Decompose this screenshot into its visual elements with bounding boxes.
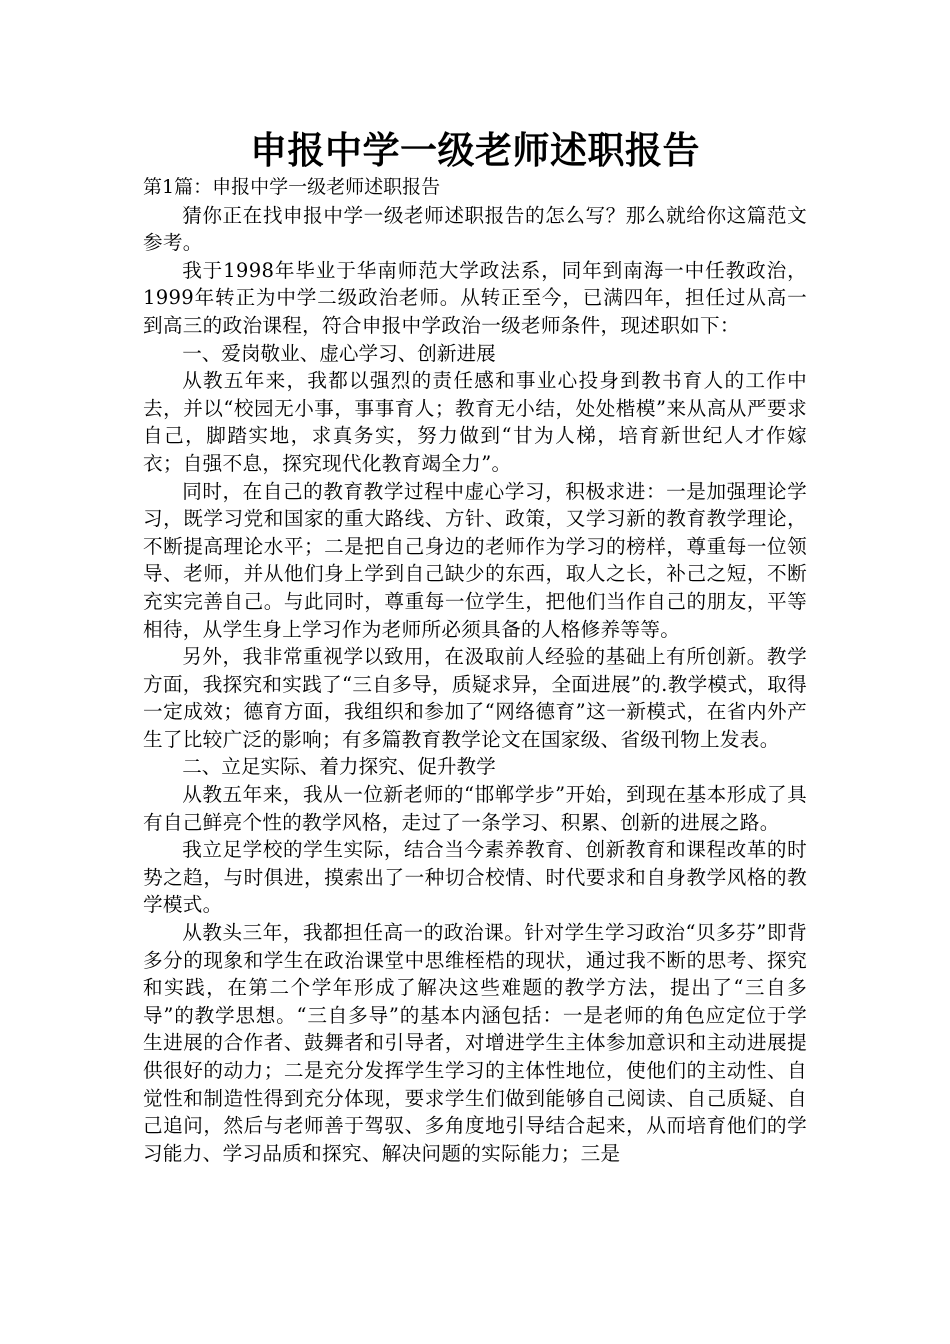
paragraph: 同时，在自己的教育教学过程中虚心学习，积极求进：一是加强理论学习，既学习党和国家的重大路线、方针、政策，又学习新的教育教学理论，不断提高理论水平；二是把自己身边的老师作为学习的榜样，尊重每一位领导、老师，并从他们身上学到自己缺少的东西，取人之长，补己之短，不断充实完善自己。与此同时，尊重每一位学生，把他们当作自己的朋友，平等相待，从学生身上学习作为老师所必须具备的人格修养等等。 [143, 479, 807, 641]
paragraph: 从教头三年，我都担任高一的政治课。针对学生学习政治“贝多芬”即背多分的现象和学生在政治课堂中思维桎梏的现状，通过我不断的思考、探究和实践，在第二个学年形成了解决这些难题的教学方法，提出了“三自多导”的教学思想。“三自多导”的基本内涵包括：一是老师的角色应定位于学生进展的合作者、鼓舞者和引导者，对增进学生主体参加意识和主动进展提供很好的动力；二是充分发挥学生学习的主体性地位，使他们的主动性、自觉性和制造性得到充分体现，要求学生们做到能够自己阅读、自己质疑、自己追问，然后与老师善于驾驭、多角度地引导结合起来，从而培育他们的学习能力、学习品质和探究、解决问题的实际能力；三是 [143, 921, 807, 1165]
section-heading: 一、爱岗敬业、虚心学习、创新进展 [182, 341, 496, 365]
paragraph: 从教五年来，我都以强烈的责任感和事业心投身到教书育人的工作中去，并以“校园无小事，事事育人；教育无小结，处处楷模”来从高从严要求自己，脚踏实地，求真务实，努力做到“甘为人梯，培育新世纪人才作嫁衣；自强不息，探究现代化教育竭全力”。 [143, 369, 807, 475]
paragraph: 从教五年来，我从一位新老师的“邯郸学步”开始，到现在基本形成了具有自己鲜亮个性的教学风格，走过了一条学习、积累、创新的进展之路。 [143, 783, 807, 834]
paragraph: 另外，我非常重视学以致用，在汲取前人经验的基础上有所创新。教学方面，我探究和实践了“三自多导，质疑求异，全面进展”的.教学模式，取得一定成效；德育方面，我组织和参加了“网络德育”这一新模式，在省内外产生了比较广泛的影响；有多篇教育教学论文在国家级、省级刊物上发表。 [143, 645, 807, 751]
document-subtitle: 第1篇：申报中学一级老师述职报告 [143, 176, 441, 198]
document-page [143, 128, 807, 1167]
document-title: 申报中学一级老师述职报告 [250, 129, 700, 172]
paragraph: 猜你正在找申报中学一级老师述职报告的怎么写？那么就给你这篇范文参考。 [143, 203, 807, 255]
paragraph: 我于1998年毕业于华南师范大学政法系，同年到南海一中任教政治，1999年转正为中学二级政治老师。从转正至今，已满四年，担任过从高一到高三的政治课程，符合申报中学政治一级老师条件，现述职如下： [143, 258, 807, 337]
document-body [143, 202, 807, 1168]
section-heading: 二、立足实际、着力探究、促升教学 [182, 755, 496, 779]
paragraph: 我立足学校的学生实际，结合当今素养教育、创新教育和课程改革的时势之趋，与时俱进，摸索出了一种切合校情、时代要求和自身教学风格的教学模式。 [143, 838, 807, 917]
